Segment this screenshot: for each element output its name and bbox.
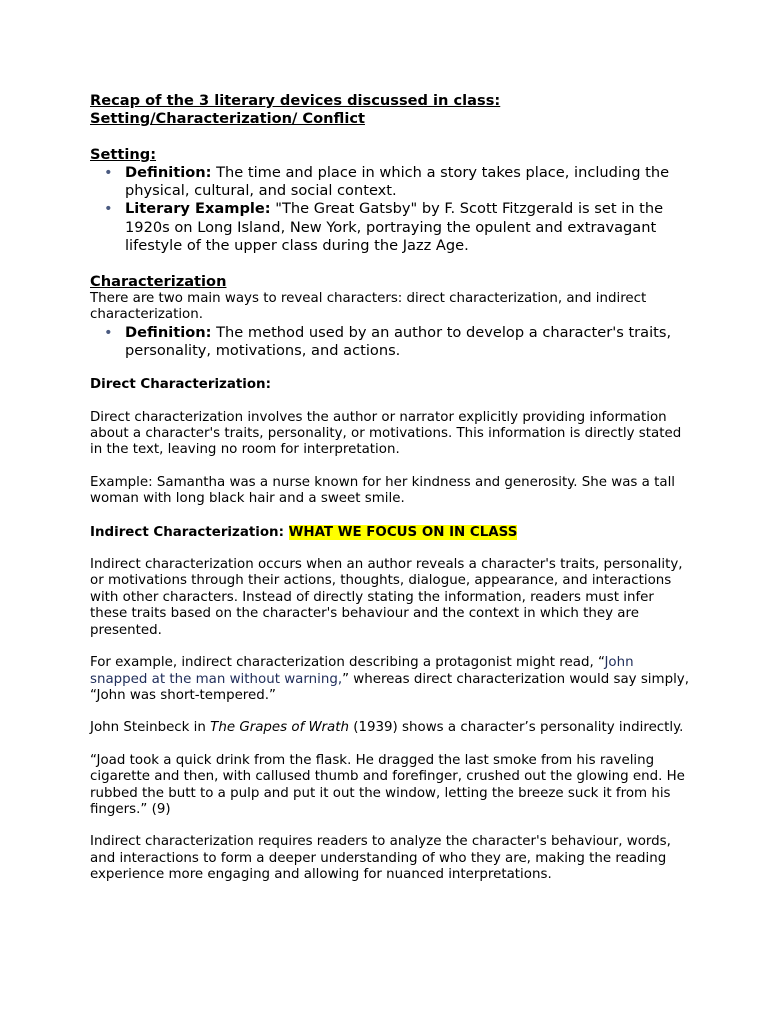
- bullet-icon: •: [104, 323, 113, 341]
- closing-paragraph: Indirect characterization requires readers to analyze the character's behaviour, words, and interactions to form a deeper understanding of who they are, making the reading experience more engaging and allowing for nuanced interpretations.: [90, 834, 671, 883]
- document-title: Recap of the 3 literary devices discussed in class: Setting/Characterization/ Conflict: [90, 92, 501, 127]
- document-page: [90, 92, 690, 884]
- indirect-characterization-heading: Indirect Characterization: WHAT WE FOCUS ON IN CLASS: [90, 524, 518, 540]
- bullet-icon: •: [104, 200, 113, 218]
- steinbeck-quote: “Joad took a quick drink from the flask. He dragged the last smoke from his raveling cigarette and then, with callused thumb and forefinger, crushed out the glowing end. He rubbed the butt to a pulp and put it out the window, letting the breeze suck it from his fingers.” (9): [90, 752, 685, 817]
- setting-bullet-list: [90, 164, 690, 255]
- setting-heading: Setting:: [90, 146, 157, 163]
- list-item: • Literary Example: "The Great Gatsby" by F. Scott Fitzgerald is set in the 1920s on Long Island, New York, portraying the opulent and extravagant lifestyle of the upper class during the Jazz Age.: [104, 200, 664, 254]
- example-quote-link[interactable]: John snapped at the man without warning,: [90, 655, 634, 687]
- steinbeck-reference: John Steinbeck in The Grapes of Wrath (1939) shows a character’s personality indirectly.: [90, 720, 684, 736]
- list-item: • Definition: The time and place in which a story takes place, including the physical, cultural, and social context.: [104, 164, 670, 200]
- characterization-intro: There are two main ways to reveal characters: direct characterization, and indirect characterization.: [90, 291, 647, 323]
- class-focus-highlight: WHAT WE FOCUS ON IN CLASS: [288, 524, 518, 540]
- characterization-heading: Characterization: [90, 273, 227, 291]
- bullet-icon: •: [104, 164, 113, 181]
- indirect-characterization-paragraph: Indirect characterization occurs when an author reveals a character's traits, personality, or motivations through their actions, thoughts, dialogue, appearance, and interactions with other characters. Instead of directly stating the information, readers must infer these traits based on the character's behaviour and the context in which they are presented.: [90, 557, 683, 638]
- characterization-bullet-list: [90, 324, 690, 360]
- book-title: The Grapes of Wrath: [210, 720, 349, 736]
- indirect-characterization-example: For example, indirect characterization describing a protagonist might read, “John snapped at the man without warning,” whereas direct characterization would say simply, “John was short-tempered.”: [90, 655, 689, 703]
- list-item: • Definition: The method used by an author to develop a character's traits, personality, motivations, and actions.: [104, 323, 672, 360]
- direct-characterization-paragraph: Direct characterization involves the author or narrator explicitly providing information about a character's traits, personality, or motivations. This information is directly stated in the text, leaving no room for interpretation.: [90, 409, 682, 458]
- direct-characterization-example: Example: Samantha was a nurse known for her kindness and generosity. She was a tall woman with long black hair and a sweet smile.: [90, 474, 676, 507]
- direct-characterization-heading: Direct Characterization:: [90, 377, 271, 393]
